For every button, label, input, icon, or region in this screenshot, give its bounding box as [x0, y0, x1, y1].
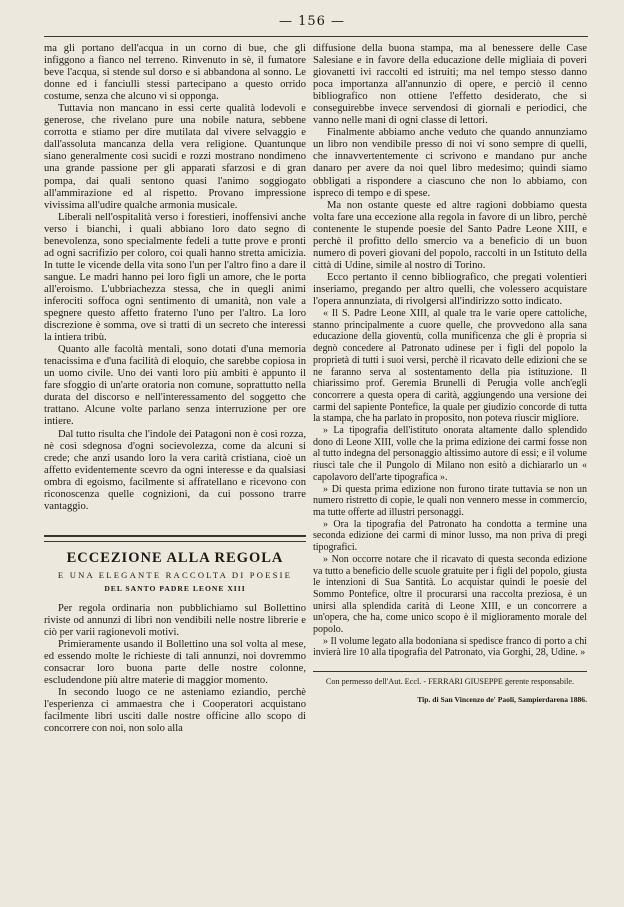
- paragraph: ma gli portano dell'acqua in un corno di bue, che gli infiggono a fianco nel terreno. Rinvenuto in sè, il fumatore beve l'acqua, si stende sul dorso e si abbandona al sonno. Le donne ed i fanciulli stessi partecipano a questo orrido costume, senza che alcuno vi si opponga.: [44, 43, 306, 103]
- bibliographic-notice: [313, 308, 587, 659]
- paragraph: diffusione della buona stampa, ma al benessere delle Case Salesiane e in favore della educazione delle migliaia di poveri giovanetti ivi raccolti ed istruiti; ma nel tempo stesso danno poca importanza all'annunzio di opere, e perciò il cenno bibliografico non ottiene l'effetto desiderato, che si conseguirebbe invece servendosi di giornali e periodici, che vanno nelle mani di ogni classe di lettori.: [313, 43, 587, 127]
- paragraph: Ecco pertanto il cenno bibliografico, che pregati volentieri inseriamo, pregando per altro quelli, che volessero acquistare l'opera annunziata, di rivolgersi all'indirizzo sotto indicato.: [313, 271, 587, 307]
- quote-paragraph: » Il volume legato alla bodoniana si spedisce franco di porto a chi invierà lire 10 alla tipografia del Patronato, via Gorghi, 28, Udine. »: [313, 635, 587, 659]
- paragraph: Quanto alle facoltà mentali, sono dotati d'una memoria tenacissima e d'una facilità di eloquio, che sarebbe copiosa in un uomo civile. Uno dei vanti loro più ambiti è appunto il fare sfoggio di un'arte oratoria non comune, soprattutto nella durata del discorso e nell'interessamento del soggetto che trattano. Alcune volte parlano senza interruzione per ore intiere.: [44, 344, 306, 428]
- section-subtitle: E UNA ELEGANTE RACCOLTA DI POESIE: [57, 569, 293, 580]
- quote-paragraph: « Il S. Padre Leone XIII, al quale tra le varie opere cattoliche, stanno principalmente a cuore quelle, che provvedono alla sana educazione della gioventù, colla munificenza che gli è propria si degnò concedere al Patronato udinese per i figli del popolo la proprietà di tutti i suoi versi, perchè il ricavato delle edizioni che se ne faranno serva al sostentamento della pia istituzione. Il chiarissimo prof. Geremia Brunelli di Perugia volle anch'egli concorrere a questa opera di carità, aggiungendo una versione dei carmi del sapiente Pontefice, la quale per giudizio concorde di tutta la stampa, che ha parlato in proposito, non poteva riuscir migliore.: [313, 308, 587, 425]
- paragraph: In secondo luogo ce ne asteniamo eziandio, perchè l'esperienza ci ammaestra che i Cooperatori acquistano facilmente libri usciti dalle nostre officine allo scopo di concorrere con noi, non solo alla: [44, 687, 306, 735]
- section-rule-thick: [44, 535, 306, 537]
- printer-line: Tip. di San Vincenzo de' Paoli, Sampierdarena 1886.: [417, 695, 587, 705]
- quote-paragraph: » Ora la tipografia del Patronato ha condotta a termine una seconda edizione dei carmi di minor lusso, ma non priva di pregi tipografici.: [313, 518, 587, 554]
- paragraph: Dal tutto risulta che l'indole dei Patagoni non è così rozza, nè così sdegnosa d'ogni socievolezza, come da alcuni si crede; che anzi usando loro la vera carità cristiana, cioè un affetto evidentemente scevro da ogni interesse e da qualsiasi ombra di egoismo, facilmente si affratellano e ricevono con riconoscenza quelle cognizioni, da cui possono trarre vantaggio.: [44, 428, 306, 512]
- header-rule: [44, 36, 588, 37]
- paragraph: Liberali nell'ospitalità verso i forestieri, inoffensivi anche verso i bianchi, i quali abbiano loro dato segno di benevolenza, sono specialmente fedeli a tutte prove e pronti ad ogni sacrifizio per coloro, coi quali hanno stretta amicizia. In tutte le vicende della vita sono l'un per l'altro fino a dare il sangue. Le madri hanno pei loro figli un amore, che le porta all'eroismo. L'ubbriachezza stessa, che in quegli animi inferociti soffoca ogni sentimento di umanità, non vale a spegnere questo affetto fraterno l'uno per l'altro. La loro discrezione è somma, ove si tratti di un secreto che interessi la intiera tribù.: [44, 211, 306, 344]
- right-column: [313, 43, 587, 706]
- quote-paragraph: » Di questa prima edizione non furono tirate tuttavia se non un numero ristretto di copie, le quali non vennero messe in commercio, ma tutte offerte ad illustri personaggi.: [313, 483, 587, 518]
- quote-paragraph: » Non occorre notare che il ricavato di questa seconda edizione va tutto a beneficio delle scuole gratuite per i figli del popolo, giusta le intenzioni di Sua Santità. Lo acquistar quindi le poesie del Sommo Pontefice, oltre il procurarsi una raccolta preziosa, è un unirsi alla splendida carità di Leone XIII, e un concorrere a un'opera, che ha, come unico scopo è il miglioramento morale del popolo.: [313, 553, 587, 636]
- imprimatur: Con permesso dell'Aut. Eccl. - FERRARI GIUSEPPE gerente responsabile.: [313, 671, 587, 688]
- section-subtitle-2: DEL SANTO PADRE LEONE XIII: [104, 583, 246, 593]
- section-title: ECCEZIONE ALLA REGOLA: [66, 549, 284, 566]
- page-number: — 156 —: [278, 14, 346, 29]
- paragraph: Per regola ordinaria non pubblichiamo sul Bollettino riviste od annunzi di libri non vendibili nelle nostre librerie e ciò per varii ragionevoli motivi.: [44, 602, 306, 639]
- left-column: [44, 43, 306, 735]
- paragraph: Finalmente abbiamo anche veduto che quando annunziamo un libro non vendibile presso di noi vi sono sempre di quelli, che innavvertentemente ci scrivono e mandano pur anche danaro per avere da noi quel libro medesimo; quindi siamo obbligati a rispondere a ciascuno che non lo abbiamo, con ispreco di tempo e di spese.: [313, 127, 587, 199]
- paragraph: Ma non ostante queste ed altre ragioni dobbiamo questa volta fare una eccezione alla regola in favore di un libro, perchè contenente le stupende poesie del Santo Padre Leone XIII, e perchè il profitto dello smercio va a beneficio di un buon numero di poveri giovani del popolo, raccolti in un Istituto della città di Udine, simile al nostro di Torino.: [313, 199, 587, 271]
- section-rule-thin: [44, 541, 306, 542]
- paragraph: Tuttavia non mancano in essi certe qualità lodevoli e generose, che rivelano pure una nobile natura, sebbene corrotta e stiamo per dire mutilata dal vivere selvaggio e dall'assoluta mancanza della vera religione. Quantunque siano generalmente così sucidi e rozzi mostrano nondimeno una grande passione per gli apparati sfarzosi e di gran pompa, dai quali sentono quasi l'animo soggiogato all'ammirazione ed al rispetto. Provano impressione vivissima all'udire qualche armonia musicale.: [44, 103, 306, 211]
- quote-paragraph: » La tipografia dell'istituto onorata altamente dallo splendido dono di Leone XIII, volle che la prima edizione dei carmi fosse non al tutto indegna del personaggio altissimo autore di essi; e il volume riuscì tale che il Pungolo di Milano non esitò a dichiararlo un « capolavoro dell'arte tipografica ».: [313, 425, 587, 483]
- paragraph: Primieramente usando il Bollettino una sol volta al mese, ed essendo molte le richieste di tali annunzi, noi dovremmo consacrar loro buona parte delle nostre colonne, escludendone più altre materie di maggior momento.: [44, 639, 306, 687]
